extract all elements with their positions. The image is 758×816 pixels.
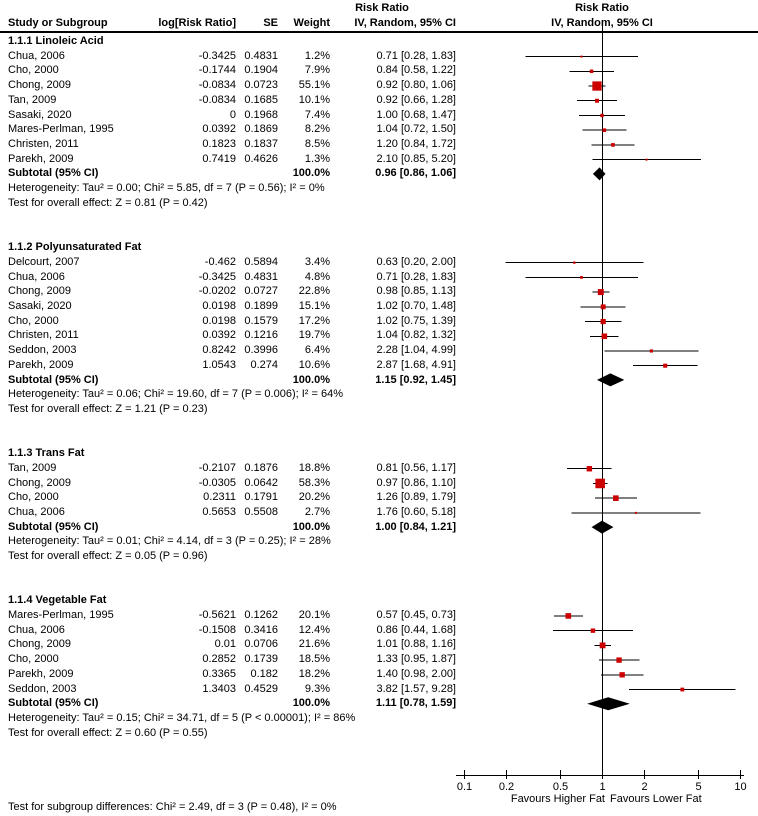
- se-cell: 0.1791: [244, 491, 278, 504]
- weight-cell: 9.3%: [304, 682, 330, 695]
- weight-cell: 10.6%: [298, 358, 330, 371]
- column-header-log-risk-ratio: log[Risk Ratio]: [158, 17, 236, 29]
- overall-effect-text: Test for overall effect: Z = 0.81 (P = 0.42): [8, 196, 208, 209]
- axis-tick-label: 1: [599, 781, 606, 793]
- subtotal-label-cell: Subtotal (95% CI): [8, 167, 99, 180]
- ci-cell: 0.84 [0.58, 1.22]: [376, 64, 456, 77]
- se-cell: 0.0706: [244, 638, 278, 651]
- stats-row: [0, 549, 758, 564]
- subgroup-heading-row: [0, 34, 758, 49]
- study-name-cell: Cho, 2000: [8, 64, 59, 77]
- weight-cell: 1.3%: [304, 152, 330, 165]
- weight-cell: 20.2%: [298, 491, 330, 504]
- blank-row: [0, 431, 758, 446]
- study-row: [0, 476, 758, 491]
- study-row: [0, 667, 758, 682]
- subtotal-row: [0, 696, 758, 711]
- ci-cell: 0.71 [0.28, 1.83]: [376, 49, 456, 62]
- study-name-cell: Cho, 2000: [8, 491, 59, 504]
- study-row: [0, 343, 758, 358]
- se-cell: 0.4529: [244, 682, 278, 695]
- study-name-cell: Sasaki, 2020: [8, 108, 72, 121]
- se-cell: 0.5508: [244, 506, 278, 518]
- blank-row: [0, 579, 758, 594]
- weight-cell: 19.7%: [298, 329, 330, 342]
- stats-row: [0, 711, 758, 726]
- subtotal-ci-cell: 0.96 [0.86, 1.06]: [375, 167, 456, 180]
- se-cell: 0.0642: [244, 476, 278, 489]
- log-risk-ratio-cell: -0.0834: [198, 93, 236, 106]
- stats-row: [0, 196, 758, 211]
- study-row: [0, 284, 758, 299]
- heterogeneity-text: Heterogeneity: Tau² = 0.15; Chi² = 34.71, df = 5 (P < 0.00001); I² = 86%: [8, 712, 356, 725]
- effect-measure-header-plot: Risk Ratio: [575, 2, 629, 14]
- subgroup-heading: 1.1.2 Polyunsaturated Fat: [8, 241, 142, 254]
- weight-cell: 3.4%: [304, 255, 330, 268]
- weight-cell: 17.2%: [298, 314, 330, 327]
- ci-cell: 1.00 [0.68, 1.47]: [376, 108, 456, 121]
- log-risk-ratio-cell: -0.3425: [198, 270, 236, 283]
- se-cell: 0.1216: [244, 329, 278, 342]
- subgroup-heading-row: [0, 240, 758, 255]
- study-name-cell: Cho, 2000: [8, 314, 59, 327]
- stats-row: [0, 726, 758, 741]
- study-row: [0, 63, 758, 78]
- study-row: [0, 682, 758, 697]
- study-row: [0, 122, 758, 137]
- axis-right-direction-label: Favours Lower Fat: [610, 793, 702, 805]
- ci-cell: 0.86 [0.44, 1.68]: [376, 623, 456, 636]
- heterogeneity-text: Heterogeneity: Tau² = 0.01; Chi² = 4.14, df = 3 (P = 0.25); I² = 28%: [8, 535, 331, 548]
- study-name-cell: Christen, 2011: [8, 329, 79, 342]
- weight-cell: 18.2%: [298, 667, 330, 680]
- subtotal-ci-cell: 1.00 [0.84, 1.21]: [375, 520, 456, 533]
- weight-cell: 20.1%: [298, 609, 330, 622]
- stats-row: [0, 534, 758, 549]
- study-name-cell: Sasaki, 2020: [8, 299, 72, 312]
- se-cell: 0.1904: [244, 64, 278, 77]
- effect-measure-header-table: Risk Ratio: [355, 2, 409, 14]
- study-name-cell: Parekh, 2009: [8, 667, 74, 680]
- stats-row: [0, 387, 758, 402]
- column-header-ci-table: IV, Random, 95% CI: [354, 17, 456, 29]
- log-risk-ratio-cell: 0.3365: [202, 667, 236, 680]
- study-row: [0, 49, 758, 64]
- study-row: [0, 623, 758, 638]
- subgroup-heading: 1.1.3 Trans Fat: [8, 447, 85, 460]
- ci-cell: 1.02 [0.75, 1.39]: [376, 314, 456, 327]
- subtotal-weight-cell: 100.0%: [292, 167, 330, 180]
- stats-row: [0, 181, 758, 196]
- axis-tick-label: 0.5: [552, 781, 569, 793]
- log-risk-ratio-cell: 0.0392: [202, 329, 236, 342]
- subtotal-row: [0, 373, 758, 388]
- ci-cell: 0.92 [0.66, 1.28]: [376, 93, 456, 106]
- se-cell: 0.4626: [244, 152, 278, 165]
- weight-cell: 8.2%: [304, 123, 330, 136]
- se-cell: 0.1899: [244, 299, 278, 312]
- heterogeneity-text: Heterogeneity: Tau² = 0.06; Chi² = 19.60, df = 7 (P = 0.006); I² = 64%: [8, 388, 343, 401]
- weight-cell: 8.5%: [304, 138, 330, 151]
- ci-cell: 1.04 [0.72, 1.50]: [376, 123, 456, 136]
- subtotal-row: [0, 520, 758, 535]
- ci-cell: 1.33 [0.95, 1.87]: [376, 653, 456, 666]
- subtotal-weight-cell: 100.0%: [292, 520, 330, 533]
- axis-left-direction-label: Favours Higher Fat: [510, 793, 605, 805]
- column-header-study: Study or Subgroup: [8, 17, 108, 29]
- study-row: [0, 358, 758, 373]
- column-header-weight: Weight: [293, 17, 330, 29]
- study-name-cell: Chua, 2006: [8, 49, 65, 62]
- se-cell: 0.3416: [244, 623, 278, 636]
- ci-cell: 0.63 [0.20, 2.00]: [376, 255, 456, 268]
- axis-tick-label: 2: [641, 781, 648, 793]
- log-risk-ratio-cell: 0.1823: [202, 138, 236, 151]
- study-row: [0, 270, 758, 285]
- study-name-cell: Mares-Perlman, 1995: [8, 609, 114, 622]
- log-risk-ratio-cell: 1.0543: [202, 358, 236, 371]
- log-risk-ratio-cell: 0.5653: [202, 506, 236, 518]
- log-risk-ratio-cell: 0.0198: [202, 314, 236, 327]
- study-name-cell: Parekh, 2009: [8, 152, 74, 165]
- weight-cell: 7.4%: [304, 108, 330, 121]
- blank-row: [0, 564, 758, 579]
- study-row: [0, 137, 758, 152]
- study-name-cell: Mares-Perlman, 1995: [8, 123, 114, 136]
- study-name-cell: Cho, 2000: [8, 653, 59, 666]
- se-cell: 0.4831: [244, 270, 278, 283]
- log-risk-ratio-cell: -0.0202: [198, 285, 236, 298]
- blank-row: [0, 417, 758, 432]
- ci-cell: 1.02 [0.70, 1.48]: [376, 299, 456, 312]
- se-cell: 0.0727: [244, 285, 278, 298]
- weight-cell: 7.9%: [304, 64, 330, 77]
- se-cell: 0.1739: [244, 653, 278, 666]
- ci-cell: 1.20 [0.84, 1.72]: [376, 138, 456, 151]
- study-row: [0, 314, 758, 329]
- ci-cell: 0.97 [0.86, 1.10]: [376, 476, 456, 489]
- subgroup-heading-row: [0, 593, 758, 608]
- log-risk-ratio-cell: -0.1508: [198, 623, 236, 636]
- se-cell: 0.3996: [244, 344, 278, 357]
- study-name-cell: Chong, 2009: [8, 285, 71, 298]
- axis-tick-label: 10: [734, 781, 747, 793]
- column-header-ci-plot: IV, Random, 95% CI: [551, 17, 653, 29]
- ci-cell: 1.26 [0.89, 1.79]: [376, 491, 456, 504]
- weight-cell: 55.1%: [298, 79, 330, 92]
- ci-cell: 0.98 [0.85, 1.13]: [376, 285, 456, 298]
- log-risk-ratio-cell: -0.462: [204, 255, 236, 268]
- study-row: [0, 152, 758, 167]
- study-name-cell: Christen, 2011: [8, 138, 79, 151]
- weight-cell: 21.6%: [298, 638, 330, 651]
- study-table: [0, 34, 758, 741]
- blank-row: [0, 225, 758, 240]
- ci-cell: 0.71 [0.28, 1.83]: [376, 270, 456, 283]
- study-row: [0, 108, 758, 123]
- ci-cell: 3.82 [1.57, 9.28]: [376, 682, 456, 695]
- subtotal-ci-cell: 1.15 [0.92, 1.45]: [375, 373, 456, 386]
- stats-row: [0, 402, 758, 417]
- axis-tick-label: 0.2: [498, 781, 515, 793]
- ci-cell: 1.04 [0.82, 1.32]: [376, 329, 456, 342]
- log-risk-ratio-cell: 0: [229, 108, 236, 121]
- study-row: [0, 255, 758, 270]
- subtotal-label-cell: Subtotal (95% CI): [8, 373, 99, 386]
- study-name-cell: Parekh, 2009: [8, 358, 74, 371]
- subtotal-row: [0, 166, 758, 181]
- log-risk-ratio-cell: 0.01: [214, 638, 236, 651]
- study-row: [0, 490, 758, 505]
- weight-cell: 4.8%: [304, 270, 330, 283]
- se-cell: 0.1968: [244, 108, 278, 121]
- study-row: [0, 78, 758, 93]
- log-risk-ratio-cell: -0.2107: [198, 461, 236, 474]
- ci-cell: 1.01 [0.88, 1.16]: [376, 638, 456, 651]
- subtotal-label-cell: Subtotal (95% CI): [8, 697, 99, 710]
- study-row: [0, 299, 758, 314]
- study-row: [0, 328, 758, 343]
- weight-cell: 22.8%: [298, 285, 330, 298]
- se-cell: 0.1837: [244, 138, 278, 151]
- subtotal-ci-cell: 1.11 [0.78, 1.59]: [375, 697, 456, 710]
- study-name-cell: Chong, 2009: [8, 476, 71, 489]
- log-risk-ratio-cell: -0.5621: [198, 609, 236, 622]
- subtotal-weight-cell: 100.0%: [292, 373, 330, 386]
- subgroup-heading: 1.1.4 Vegetable Fat: [8, 594, 107, 607]
- se-cell: 0.1685: [244, 93, 278, 106]
- weight-cell: 18.5%: [298, 653, 330, 666]
- heterogeneity-text: Heterogeneity: Tau² = 0.00; Chi² = 5.85, df = 7 (P = 0.56); I² = 0%: [8, 182, 325, 195]
- se-cell: 0.1579: [244, 314, 278, 327]
- weight-cell: 15.1%: [298, 299, 330, 312]
- blank-row: [0, 211, 758, 226]
- subtotal-label-cell: Subtotal (95% CI): [8, 520, 99, 533]
- column-header-se: SE: [263, 17, 278, 29]
- study-row: [0, 505, 758, 520]
- log-risk-ratio-cell: -0.1744: [198, 64, 236, 77]
- axis-tick-label: 5: [695, 781, 702, 793]
- log-risk-ratio-cell: -0.0305: [198, 476, 236, 489]
- se-cell: 0.4831: [244, 49, 278, 62]
- study-name-cell: Tan, 2009: [8, 461, 57, 474]
- overall-effect-text: Test for overall effect: Z = 0.05 (P = 0.96): [8, 550, 208, 563]
- weight-cell: 58.3%: [298, 476, 330, 489]
- log-risk-ratio-cell: 0.0392: [202, 123, 236, 136]
- overall-effect-text: Test for overall effect: Z = 1.21 (P = 0.23): [8, 402, 208, 415]
- study-name-cell: Tan, 2009: [8, 93, 57, 106]
- study-name-cell: Delcourt, 2007: [8, 255, 80, 268]
- study-row: [0, 93, 758, 108]
- subgroup-heading-row: [0, 446, 758, 461]
- se-cell: 0.0723: [244, 79, 278, 92]
- ci-cell: 0.81 [0.56, 1.17]: [376, 461, 456, 474]
- axis-tick-label: 0.1: [456, 781, 473, 793]
- se-cell: 0.1869: [244, 123, 278, 136]
- study-name-cell: Chua, 2006: [8, 623, 65, 636]
- study-row: [0, 461, 758, 476]
- log-risk-ratio-cell: -0.3425: [198, 49, 236, 62]
- study-row: [0, 652, 758, 667]
- study-name-cell: Chong, 2009: [8, 638, 71, 651]
- log-risk-ratio-cell: 0.8242: [202, 344, 236, 357]
- study-row: [0, 637, 758, 652]
- ci-cell: 2.28 [1.04, 4.99]: [376, 344, 456, 357]
- weight-cell: 18.8%: [298, 461, 330, 474]
- header-separator-line: [0, 31, 758, 33]
- study-name-cell: Chua, 2006: [8, 506, 65, 518]
- weight-cell: 12.4%: [298, 623, 330, 636]
- study-row: [0, 608, 758, 623]
- weight-cell: 2.7%: [304, 506, 330, 518]
- subgroup-differences-test: Test for subgroup differences: Chi² = 2.49, df = 3 (P = 0.48), I² = 0%: [8, 801, 337, 813]
- se-cell: 0.274: [250, 358, 278, 371]
- log-risk-ratio-cell: 0.0198: [202, 299, 236, 312]
- study-name-cell: Seddon, 2003: [8, 682, 77, 695]
- se-cell: 0.5894: [244, 255, 278, 268]
- ci-cell: 2.87 [1.68, 4.91]: [376, 358, 456, 371]
- se-cell: 0.1876: [244, 461, 278, 474]
- ci-cell: 0.57 [0.45, 0.73]: [376, 609, 456, 622]
- log-risk-ratio-cell: 0.2311: [203, 491, 236, 504]
- ci-cell: 2.10 [0.85, 5.20]: [376, 152, 456, 165]
- subtotal-weight-cell: 100.0%: [292, 697, 330, 710]
- ci-cell: 1.76 [0.60, 5.18]: [376, 506, 456, 518]
- log-risk-ratio-cell: 0.7419: [202, 152, 236, 165]
- overall-effect-text: Test for overall effect: Z = 0.60 (P = 0.55): [8, 726, 208, 739]
- se-cell: 0.182: [250, 667, 278, 680]
- log-risk-ratio-cell: 1.3403: [202, 682, 236, 695]
- se-cell: 0.1262: [244, 609, 278, 622]
- weight-cell: 10.1%: [298, 93, 330, 106]
- subgroup-heading: 1.1.1 Linoleic Acid: [8, 35, 104, 47]
- study-name-cell: Seddon, 2003: [8, 344, 77, 357]
- weight-cell: 1.2%: [304, 49, 330, 62]
- ci-cell: 1.40 [0.98, 2.00]: [376, 667, 456, 680]
- weight-cell: 6.4%: [304, 344, 330, 357]
- log-risk-ratio-cell: -0.0834: [198, 79, 236, 92]
- study-name-cell: Chong, 2009: [8, 79, 71, 92]
- study-name-cell: Chua, 2006: [8, 270, 65, 283]
- ci-cell: 0.92 [0.80, 1.06]: [376, 79, 456, 92]
- log-risk-ratio-cell: 0.2852: [202, 653, 236, 666]
